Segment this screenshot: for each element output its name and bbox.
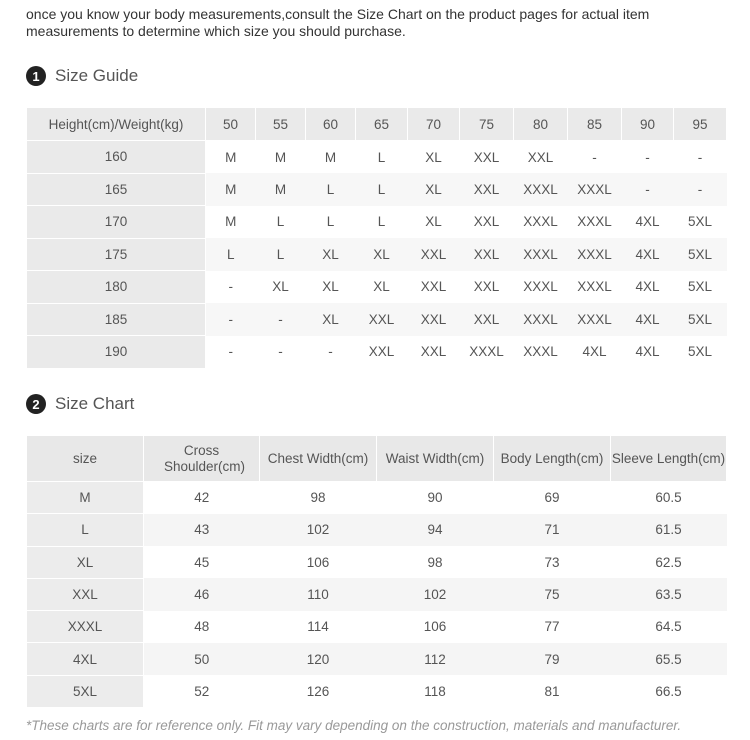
- recommended-size-cell: M: [256, 173, 306, 206]
- recommended-size-cell: XXXL: [514, 336, 568, 369]
- sleeve-length-value: 66.5: [611, 675, 727, 707]
- recommended-size-cell: XXXL: [568, 206, 622, 239]
- sleeve-length-column-header: Sleeve Length(cm): [611, 436, 727, 482]
- size-guide-row-180: [27, 271, 727, 304]
- sleeve-length-value: 63.5: [611, 578, 727, 610]
- size-chart-row-xxl: [27, 578, 727, 610]
- waist-width-value: 118: [377, 675, 494, 707]
- cross-shoulder-value: 45: [144, 546, 260, 578]
- recommended-size-cell: XXL: [460, 271, 514, 304]
- recommended-size-cell: XXXL: [514, 173, 568, 206]
- recommended-size-cell: L: [356, 173, 408, 206]
- recommended-size-cell: XXXL: [568, 173, 622, 206]
- waist-width-value: 90: [377, 482, 494, 514]
- size-chart-number-badge: 2: [26, 394, 46, 414]
- height-weight-corner-label: Height(cm)/Weight(kg): [27, 108, 206, 141]
- size-guide-title: Size Guide: [55, 66, 139, 85]
- height-label: 185: [27, 303, 206, 336]
- chest-width-value: 114: [260, 611, 377, 643]
- recommended-size-cell: XXXL: [514, 238, 568, 271]
- recommended-size-cell: -: [256, 303, 306, 336]
- chest-width-column-header: Chest Width(cm): [260, 436, 377, 482]
- chest-width-value: 102: [260, 514, 377, 546]
- body-length-value: 79: [494, 643, 611, 675]
- height-label: 170: [27, 206, 206, 239]
- recommended-size-cell: XXL: [408, 238, 460, 271]
- size-guide-row-170: [27, 206, 727, 239]
- waist-width-value: 106: [377, 611, 494, 643]
- waist-width-value: 94: [377, 514, 494, 546]
- chest-width-value: 106: [260, 546, 377, 578]
- recommended-size-cell: L: [356, 206, 408, 239]
- body-length-value: 71: [494, 514, 611, 546]
- recommended-size-cell: 5XL: [674, 336, 727, 369]
- size-label: XXL: [27, 578, 144, 610]
- recommended-size-cell: XL: [306, 303, 356, 336]
- cross-shoulder-value: 43: [144, 514, 260, 546]
- cross-shoulder-value: 46: [144, 578, 260, 610]
- waist-width-value: 102: [377, 578, 494, 610]
- weight-header-50: 50: [206, 108, 256, 141]
- recommended-size-cell: 5XL: [674, 271, 727, 304]
- cross-shoulder-value: 52: [144, 675, 260, 707]
- size-label: XL: [27, 546, 144, 578]
- size-guide-table: [26, 107, 727, 369]
- recommended-size-cell: XL: [408, 141, 460, 174]
- sleeve-length-value: 65.5: [611, 643, 727, 675]
- size-guide-row-190: [27, 336, 727, 369]
- recommended-size-cell: 4XL: [622, 238, 674, 271]
- recommended-size-cell: -: [674, 173, 727, 206]
- height-label: 165: [27, 173, 206, 206]
- sleeve-length-value: 61.5: [611, 514, 727, 546]
- chest-width-value: 120: [260, 643, 377, 675]
- weight-header-75: 75: [460, 108, 514, 141]
- recommended-size-cell: -: [206, 271, 256, 304]
- waist-width-column-header: Waist Width(cm): [377, 436, 494, 482]
- weight-header-70: 70: [408, 108, 460, 141]
- size-chart-table: [26, 435, 727, 708]
- recommended-size-cell: XXL: [356, 336, 408, 369]
- recommended-size-cell: XL: [306, 238, 356, 271]
- height-label: 180: [27, 271, 206, 304]
- size-guide-row-185: [27, 303, 727, 336]
- recommended-size-cell: XXL: [460, 238, 514, 271]
- recommended-size-cell: XXXL: [514, 206, 568, 239]
- size-chart-title: Size Chart: [55, 394, 135, 413]
- recommended-size-cell: XXL: [408, 336, 460, 369]
- size-label: 5XL: [27, 675, 144, 707]
- recommended-size-cell: 4XL: [622, 336, 674, 369]
- recommended-size-cell: XXXL: [568, 303, 622, 336]
- chest-width-value: 126: [260, 675, 377, 707]
- size-guide-heading: [26, 65, 138, 87]
- cross-shoulder-value: 50: [144, 643, 260, 675]
- size-guide-row-160: [27, 141, 727, 174]
- cross-shoulder-column-header: Cross Shoulder(cm): [144, 436, 260, 482]
- disclaimer-footnote: *These charts are for reference only. Fit may vary depending on the construction, materials and manufacturer.: [26, 718, 682, 733]
- size-guide-row-175: [27, 238, 727, 271]
- recommended-size-cell: XL: [256, 271, 306, 304]
- recommended-size-cell: L: [256, 206, 306, 239]
- size-label: XXXL: [27, 611, 144, 643]
- recommended-size-cell: 4XL: [568, 336, 622, 369]
- weight-header-90: 90: [622, 108, 674, 141]
- recommended-size-cell: 5XL: [674, 238, 727, 271]
- recommended-size-cell: L: [306, 206, 356, 239]
- intro-text: once you know your body measurements,consult the Size Chart on the product pages for actual item measurements to determine which size you should purchase.: [26, 6, 650, 39]
- recommended-size-cell: -: [256, 336, 306, 369]
- recommended-size-cell: L: [356, 141, 408, 174]
- recommended-size-cell: -: [622, 173, 674, 206]
- cross-shoulder-value: 42: [144, 482, 260, 514]
- body-length-column-header: Body Length(cm): [494, 436, 611, 482]
- size-chart-row-4xl: [27, 643, 727, 675]
- recommended-size-cell: 4XL: [622, 271, 674, 304]
- recommended-size-cell: -: [306, 336, 356, 369]
- recommended-size-cell: XL: [408, 173, 460, 206]
- recommended-size-cell: 5XL: [674, 206, 727, 239]
- recommended-size-cell: XL: [306, 271, 356, 304]
- recommended-size-cell: XL: [408, 206, 460, 239]
- recommended-size-cell: -: [206, 336, 256, 369]
- recommended-size-cell: 4XL: [622, 206, 674, 239]
- size-chart-row-l: [27, 514, 727, 546]
- size-chart-row-m: [27, 482, 727, 514]
- cross-shoulder-value: 48: [144, 611, 260, 643]
- recommended-size-cell: XXL: [408, 303, 460, 336]
- recommended-size-cell: M: [206, 141, 256, 174]
- recommended-size-cell: XXL: [408, 271, 460, 304]
- chest-width-value: 110: [260, 578, 377, 610]
- height-label: 175: [27, 238, 206, 271]
- recommended-size-cell: M: [256, 141, 306, 174]
- recommended-size-cell: XL: [356, 238, 408, 271]
- size-chart-row-xl: [27, 546, 727, 578]
- recommended-size-cell: -: [568, 141, 622, 174]
- size-label: L: [27, 514, 144, 546]
- body-length-value: 69: [494, 482, 611, 514]
- body-length-value: 81: [494, 675, 611, 707]
- recommended-size-cell: L: [206, 238, 256, 271]
- waist-width-value: 98: [377, 546, 494, 578]
- sleeve-length-value: 64.5: [611, 611, 727, 643]
- recommended-size-cell: XXXL: [568, 271, 622, 304]
- size-guide-row-165: [27, 173, 727, 206]
- recommended-size-cell: XXL: [356, 303, 408, 336]
- recommended-size-cell: -: [674, 141, 727, 174]
- weight-header-95: 95: [674, 108, 727, 141]
- waist-width-value: 112: [377, 643, 494, 675]
- size-chart-row-xxxl: [27, 611, 727, 643]
- size-guide-header-row: [27, 108, 727, 141]
- recommended-size-cell: XXXL: [568, 238, 622, 271]
- sleeve-length-value: 62.5: [611, 546, 727, 578]
- recommended-size-cell: L: [306, 173, 356, 206]
- weight-header-60: 60: [306, 108, 356, 141]
- recommended-size-cell: XXXL: [460, 336, 514, 369]
- recommended-size-cell: M: [206, 206, 256, 239]
- size-chart-row-5xl: [27, 675, 727, 707]
- recommended-size-cell: XL: [356, 271, 408, 304]
- recommended-size-cell: -: [622, 141, 674, 174]
- size-label: M: [27, 482, 144, 514]
- recommended-size-cell: M: [306, 141, 356, 174]
- body-length-value: 77: [494, 611, 611, 643]
- recommended-size-cell: XXXL: [514, 303, 568, 336]
- weight-header-55: 55: [256, 108, 306, 141]
- recommended-size-cell: 4XL: [622, 303, 674, 336]
- recommended-size-cell: XXL: [460, 206, 514, 239]
- recommended-size-cell: XXL: [460, 173, 514, 206]
- body-length-value: 75: [494, 578, 611, 610]
- recommended-size-cell: XXL: [514, 141, 568, 174]
- weight-header-80: 80: [514, 108, 568, 141]
- weight-header-65: 65: [356, 108, 408, 141]
- size-chart-heading: [26, 393, 134, 415]
- height-label: 160: [27, 141, 206, 174]
- size-chart-header-row: [27, 436, 727, 482]
- size-column-header: size: [27, 436, 144, 482]
- recommended-size-cell: M: [206, 173, 256, 206]
- sleeve-length-value: 60.5: [611, 482, 727, 514]
- size-guide-number-badge: 1: [26, 66, 46, 86]
- recommended-size-cell: XXL: [460, 141, 514, 174]
- recommended-size-cell: 5XL: [674, 303, 727, 336]
- recommended-size-cell: -: [206, 303, 256, 336]
- recommended-size-cell: XXXL: [514, 271, 568, 304]
- size-label: 4XL: [27, 643, 144, 675]
- recommended-size-cell: XXL: [460, 303, 514, 336]
- height-label: 190: [27, 336, 206, 369]
- body-length-value: 73: [494, 546, 611, 578]
- recommended-size-cell: L: [256, 238, 306, 271]
- chest-width-value: 98: [260, 482, 377, 514]
- weight-header-85: 85: [568, 108, 622, 141]
